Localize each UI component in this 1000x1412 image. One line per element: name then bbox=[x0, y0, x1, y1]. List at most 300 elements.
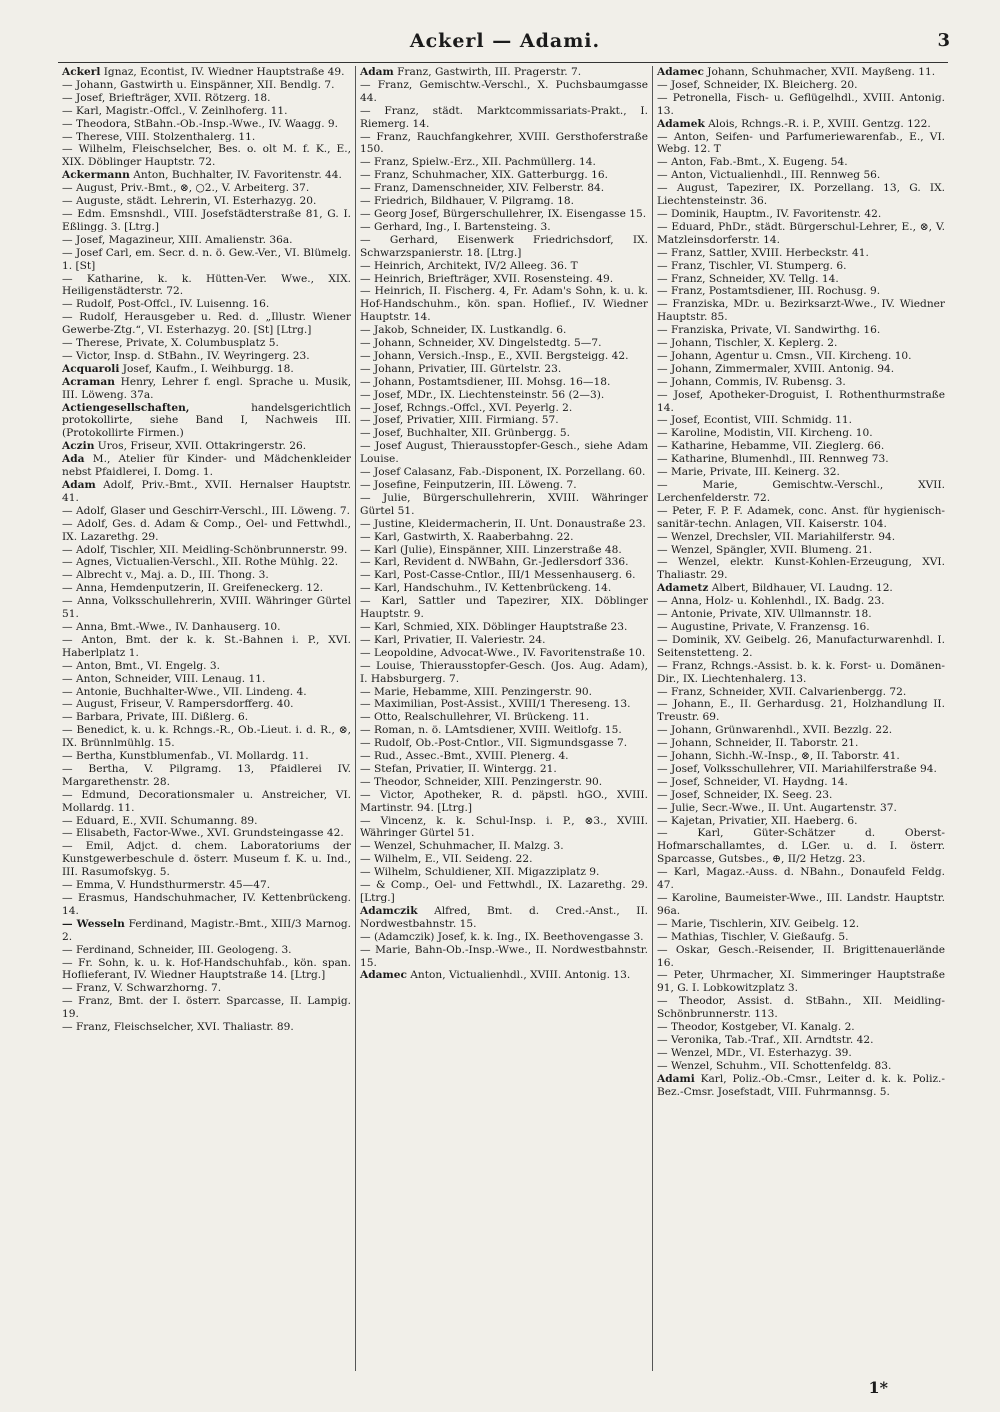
entry-text: — Josef, Rchngs.-Offcl., XVI. Peyerlg. 2. bbox=[360, 401, 573, 414]
entry-headword: Adami bbox=[657, 1072, 695, 1085]
directory-entry bbox=[360, 402, 648, 415]
directory-entry bbox=[360, 518, 648, 531]
entry-text: — Georg Josef, Bürgerschullehrer, IX. Eisengasse 15. bbox=[360, 207, 647, 220]
directory-entry bbox=[62, 363, 351, 376]
entry-text: — Maximilian, Post-Assist., XVIII/1 Thereseng. 13. bbox=[360, 698, 631, 711]
directory-entry bbox=[657, 866, 945, 892]
entry-text: — Kajetan, Privatier, XII. Haeberg. 6. bbox=[657, 814, 858, 827]
directory-entry bbox=[657, 118, 945, 131]
entry-text: — Karl, Handschuhm., IV. Kettenbrückeng. 14. bbox=[360, 582, 612, 595]
directory-entry bbox=[62, 634, 351, 660]
entry-text: — August, Priv.-Bmt., ⊗, ○2., V. Arbeiterg. 37. bbox=[62, 182, 310, 195]
directory-entry bbox=[62, 376, 351, 402]
entry-text: — Johann, Agentur u. Cmsn., VII. Kircheng. 10. bbox=[657, 349, 912, 362]
entry-text: — Edm. Emsnshdl., VIII. Josefstädterstraße 81, G. I. Eßlingg. 3. [Ltrg.] bbox=[62, 207, 351, 233]
entry-headword: Adamec bbox=[657, 66, 704, 78]
directory-entry bbox=[360, 544, 648, 557]
directory-entry bbox=[360, 660, 648, 686]
entry-text: Alfred, Bmt. d. Cred.-Anst., II. Nordwestbahnstr. 15. bbox=[360, 904, 648, 930]
directory-entry bbox=[62, 195, 351, 208]
directory-entry bbox=[360, 234, 648, 260]
directory-entry bbox=[657, 621, 945, 634]
entry-text: — Otto, Realschullehrer, VI. Brückeng. 11. bbox=[360, 711, 590, 724]
directory-entry bbox=[657, 247, 945, 260]
entry-headword: Adamek bbox=[657, 117, 705, 130]
directory-entry bbox=[657, 660, 945, 686]
directory-entry bbox=[657, 363, 945, 376]
entry-text: — Eduard, PhDr., städt. Bürgerschul-Lehrer, E., ⊗, V. Matzleinsdorferstr. 14. bbox=[657, 220, 945, 246]
directory-entry bbox=[657, 389, 945, 415]
entry-text: — Josef August, Thierausstopfer-Gesch., siehe Adam Louise. bbox=[360, 440, 648, 466]
directory-entry bbox=[62, 582, 351, 595]
directory-entry bbox=[657, 221, 945, 247]
directory-entry bbox=[657, 182, 945, 208]
entry-text: — Franz, Gemischtw.-Verschl., X. Puchsbaumgasse 44. bbox=[360, 78, 648, 104]
entry-text: — Josef, Schneider, IX. Bleicherg. 20. bbox=[657, 78, 858, 91]
directory-entry bbox=[360, 634, 648, 647]
directory-entry bbox=[62, 827, 351, 840]
page-number: 3 bbox=[937, 30, 950, 51]
entry-text: — Anton, Victualienhdl., III. Rennweg 56. bbox=[657, 169, 881, 182]
directory-entry bbox=[360, 969, 648, 982]
entry-text: — Karl, Sattler und Tapezirer, XIX. Döblinger Hauptstr. 9. bbox=[360, 595, 648, 621]
entry-text: — Wenzel, MDr., VI. Esterhazyg. 39. bbox=[657, 1046, 852, 1059]
directory-entry bbox=[657, 324, 945, 337]
entry-headword: — Wesseln bbox=[62, 917, 125, 930]
entry-text: — Marie, Hebamme, XIII. Penzingerstr. 90. bbox=[360, 685, 592, 698]
directory-entry bbox=[657, 466, 945, 479]
entry-text: — August, Tapezirer, IX. Porzellang. 13, G. IX. Liechtensteinstr. 36. bbox=[657, 182, 945, 208]
directory-entry bbox=[360, 66, 648, 79]
entry-text: — Rudolf, Ob.-Post-Cntlor., VII. Sigmundsgasse 7. bbox=[360, 737, 628, 750]
directory-entry bbox=[360, 698, 648, 711]
entry-text: — Josefine, Feinputzerin, III. Löweng. 7. bbox=[360, 479, 577, 491]
entry-text: — Franz, städt. Marktcommissariats-Prakt., I. Riemerg. 14. bbox=[360, 104, 648, 130]
entry-headword: Adam bbox=[360, 66, 394, 78]
entry-text: — Johann, Versich.-Insp., E., XVII. Bergsteigg. 42. bbox=[360, 349, 629, 362]
entry-text: — Karl, Post-Casse-Cntlor., III/1 Messenhauserg. 6. bbox=[360, 569, 636, 582]
directory-entry bbox=[360, 582, 648, 595]
directory-entry bbox=[657, 1047, 945, 1060]
directory-entry bbox=[62, 789, 351, 815]
entry-text: — Fr. Sohn, k. u. k. Hof-Handschuhfab., kön. span. Hoflieferant, IV. Wiedner Hauptstraße 14. [Ltrg.] bbox=[62, 956, 351, 982]
directory-entry bbox=[62, 595, 351, 621]
entry-text: — Heinrich, Briefträger, XVII. Rosensteing. 49. bbox=[360, 272, 614, 285]
directory-entry bbox=[360, 131, 648, 157]
directory-entry bbox=[657, 427, 945, 440]
entry-text: — August, Friseur, V. Rampersdorfferg. 40. bbox=[62, 698, 294, 711]
directory-entry bbox=[657, 273, 945, 286]
directory-entry bbox=[657, 815, 945, 828]
entry-text: — Franz, Tischler, VI. Stumperg. 6. bbox=[657, 259, 847, 272]
entry-text: — Wilhelm, Schuldiener, XII. Migazziplatz 9. bbox=[360, 866, 600, 879]
entry-text: — Katharine, k. k. Hütten-Ver. Wwe., XIX. Heiligenstädterstr. 72. bbox=[62, 272, 351, 298]
directory-entry bbox=[62, 131, 351, 144]
entry-headword: Adam bbox=[62, 479, 96, 491]
entry-text: — Karoline, Baumeister-Wwe., III. Landstr. Hauptstr. 96a. bbox=[657, 892, 945, 917]
entry-text: — Wilhelm, Fleischselcher, Bes. o. olt M. f. K., E., XIX. Döblinger Hauptstr. 72. bbox=[62, 143, 351, 169]
directory-entry bbox=[657, 131, 945, 157]
entry-text: — Karl, Revident d. NWBahn, Gr.-Jedlersdorf 336. bbox=[360, 556, 629, 569]
entry-text: — (Adamczik) Josef, k. k. Ing., IX. Beethovengasse 3. bbox=[360, 930, 644, 943]
directory-entry bbox=[657, 698, 945, 724]
directory-entry bbox=[360, 182, 648, 195]
entry-text: — Franz, Rauchfangkehrer, XVIII. Gersthoferstraße 150. bbox=[360, 130, 648, 156]
entry-text: — Theodora, StBahn.-Ob.-Insp.-Wwe., IV. Waagg. 9. bbox=[62, 117, 339, 130]
directory-entry bbox=[657, 260, 945, 273]
entry-text: — Julie, Bürgerschullehrerin, XVIII. Währinger Gürtel 51. bbox=[360, 491, 648, 517]
entry-text: — Heinrich, II. Fischerg. 4, Fr. Adam's Sohn, k. u. k. Hof-Handschuhm., kön. span. Hoflief., IV. Wiedner Hauptstr. 14. bbox=[360, 285, 648, 324]
entry-text: — Victor, Insp. d. StBahn., IV. Weyringerg. 23. bbox=[62, 349, 310, 362]
entry-text: — Franz, Postamtsdiener, III. Rochusg. 9. bbox=[657, 285, 881, 298]
directory-entry bbox=[360, 737, 648, 750]
entry-text: — Johann, Grünwarenhdl., XVII. Bezzlg. 22. bbox=[657, 724, 893, 737]
directory-entry bbox=[62, 1021, 351, 1034]
directory-entry bbox=[360, 285, 648, 324]
entry-text: Adolf, Priv.-Bmt., XVII. Hernalser Hauptstr. 41. bbox=[62, 479, 351, 504]
entry-headword: Ackerl bbox=[62, 66, 101, 78]
directory-entry bbox=[360, 647, 648, 660]
entry-text: — Elisabeth, Factor-Wwe., XVI. Grundsteingasse 42. bbox=[62, 827, 344, 840]
entry-text: handelsgerichtlich protokollirte, siehe Band I, Nachweis III. (Protokollirte Firmen.) bbox=[62, 401, 351, 440]
entry-text: — Katharine, Hebamme, VII. Zieglerg. 66. bbox=[657, 440, 885, 453]
directory-entry bbox=[62, 698, 351, 711]
directory-entry bbox=[657, 440, 945, 453]
directory-entry bbox=[360, 324, 648, 337]
directory-entry bbox=[62, 402, 351, 441]
entry-text: — Dominik, Hauptm., IV. Favoritenstr. 42. bbox=[657, 207, 882, 220]
entry-text: — Karl (Julie), Einspänner, XIII. Linzerstraße 48. bbox=[360, 543, 622, 556]
directory-entry bbox=[657, 634, 945, 660]
directory-entry bbox=[62, 944, 351, 957]
page-header bbox=[60, 30, 950, 54]
entry-text: — Johann, Sichh.-W.-Insp., ⊗, II. Taborstr. 41. bbox=[657, 750, 900, 763]
directory-entry bbox=[62, 711, 351, 724]
entry-text: — Josef, Econtist, VIII. Schmidg. 11. bbox=[657, 414, 853, 427]
entry-text: — Theodor, Kostgeber, VI. Kanalg. 2. bbox=[657, 1021, 855, 1034]
directory-entry bbox=[657, 285, 945, 298]
directory-entry bbox=[62, 518, 351, 544]
entry-text: — Josef, Buchhalter, XII. Grünbergg. 5. bbox=[360, 427, 570, 440]
directory-entry bbox=[360, 273, 648, 286]
entry-text: — Josef, Schneider, IX. Seeg. 23. bbox=[657, 788, 833, 801]
columns bbox=[58, 66, 950, 1371]
directory-entry bbox=[657, 802, 945, 815]
entry-text: — Anton, Fab.-Bmt., X. Eugeng. 54. bbox=[657, 156, 848, 169]
entry-text: — Franz, V. Schwarzhorng. 7. bbox=[62, 982, 222, 995]
directory-entry bbox=[62, 673, 351, 686]
directory-entry bbox=[360, 350, 648, 363]
directory-entry bbox=[360, 853, 648, 866]
entry-text: — Wenzel, Drechsler, VII. Mariahilferstr. 94. bbox=[657, 530, 896, 543]
directory-entry bbox=[657, 208, 945, 221]
entry-text: — Karoline, Modistin, VII. Kircheng. 10. bbox=[657, 427, 873, 440]
entry-text: — Rudolf, Post-Offcl., IV. Luisenng. 16. bbox=[62, 298, 270, 311]
entry-text: — Ferdinand, Schneider, III. Geologeng. 3. bbox=[62, 943, 292, 956]
entry-text: — Anton, Seifen- und Parfumeriewarenfab., E., VI. Webg. 12. T bbox=[657, 130, 945, 156]
entry-text: Albert, Bildhauer, VI. Laudng. 12. bbox=[711, 582, 893, 595]
entry-text: — Josef, Apotheker-Droguist, I. Rothenthurmstraße 14. bbox=[657, 388, 945, 414]
entry-text: — Stefan, Privatier, II. Wintergg. 21. bbox=[360, 762, 557, 775]
directory-entry bbox=[62, 440, 351, 453]
directory-entry bbox=[62, 143, 351, 169]
entry-text: — Edmund, Decorationsmaler u. Anstreicher, VI. Mollardg. 11. bbox=[62, 788, 351, 814]
directory-entry bbox=[657, 724, 945, 737]
directory-entry bbox=[657, 763, 945, 776]
entry-text: — Franz, Schneider, XV. Tellg. 14. bbox=[657, 272, 839, 285]
directory-entry bbox=[657, 595, 945, 608]
directory-entry bbox=[62, 879, 351, 892]
entry-text: — Emma, V. Hundsthurmerstr. 45—47. bbox=[62, 879, 271, 892]
directory-entry bbox=[657, 827, 945, 866]
directory-entry bbox=[360, 840, 648, 853]
entry-text: — Emil, Adjct. d. chem. Laboratoriums der Kunstgewerbeschule d. österr. Museum f. K. u. Ind., III. Rasumofskyg. 5. bbox=[62, 840, 351, 879]
entry-headword: Adamec bbox=[360, 969, 407, 982]
directory-entry bbox=[657, 79, 945, 92]
entry-text: — Augustine, Private, V. Franzensg. 16. bbox=[657, 620, 870, 633]
directory-entry bbox=[62, 892, 351, 918]
directory-entry bbox=[360, 621, 648, 634]
header-rule bbox=[58, 62, 948, 63]
entry-text: — & Comp., Oel- und Fettwhdl., IX. Lazarethg. 29. [Ltrg.] bbox=[360, 879, 648, 904]
directory-entry bbox=[62, 247, 351, 273]
entry-text: — Anna, Hemdenputzerin, II. Greifeneckerg. 12. bbox=[62, 582, 324, 595]
entry-text: Johann, Schuhmacher, XVII. Mayßeng. 11. bbox=[707, 66, 936, 78]
directory-entry bbox=[657, 1073, 945, 1099]
directory-entry bbox=[657, 453, 945, 466]
signature-mark: 1* bbox=[868, 1378, 888, 1397]
entry-text: — Franz, Damenschneider, XIV. Felberstr. 84. bbox=[360, 182, 605, 195]
directory-entry bbox=[62, 995, 351, 1021]
directory-entry bbox=[62, 66, 351, 79]
directory-entry bbox=[62, 479, 351, 505]
directory-entry bbox=[360, 905, 648, 931]
entry-text: — Josef, Magazineur, XIII. Amalienstr. 36a. bbox=[62, 233, 293, 246]
directory-entry bbox=[657, 1060, 945, 1073]
directory-entry bbox=[62, 556, 351, 569]
directory-entry bbox=[657, 1034, 945, 1047]
directory-entry bbox=[360, 724, 648, 737]
directory-entry bbox=[657, 505, 945, 531]
entry-text: — Franz, Spielw.-Erz., XII. Pachmüllerg. 14. bbox=[360, 156, 596, 169]
entry-text: — Karl, Magistr.-Offcl., V. Zeinlhoferg. 11. bbox=[62, 104, 288, 117]
directory-entry bbox=[657, 92, 945, 118]
directory-entry bbox=[62, 169, 351, 182]
directory-entry bbox=[360, 440, 648, 466]
entry-text: — Theodor, Assist. d. StBahn., XII. Meidling-Schönbrunnerstr. 113. bbox=[657, 995, 945, 1021]
entry-text: — Peter, Uhrmacher, XI. Simmeringer Hauptstraße 91, G. I. Lobkowitzplatz 3. bbox=[657, 969, 945, 995]
entry-text: — Adolf, Tischler, XII. Meidling-Schönbrunnerstr. 99. bbox=[62, 543, 348, 556]
entry-headword: Acquaroli bbox=[62, 362, 120, 375]
directory-entry bbox=[657, 1021, 945, 1034]
directory-entry bbox=[360, 376, 648, 389]
directory-entry bbox=[62, 208, 351, 234]
directory-entry bbox=[360, 105, 648, 131]
entry-text: M., Atelier für Kinder- und Mädchenkleider nebst Pfaidlerei, I. Domg. 1. bbox=[62, 453, 351, 479]
directory-entry bbox=[62, 763, 351, 789]
directory-entry bbox=[62, 815, 351, 828]
directory-entry bbox=[657, 350, 945, 363]
directory-entry bbox=[62, 105, 351, 118]
directory-entry bbox=[657, 789, 945, 802]
entry-text: — Julie, Secr.-Wwe., II. Unt. Augartenstr. 37. bbox=[657, 801, 897, 814]
directory-entry bbox=[360, 686, 648, 699]
directory-entry bbox=[62, 92, 351, 105]
entry-text: — Barbara, Private, III. Dißlerg. 6. bbox=[62, 711, 249, 724]
entry-text: — Mathias, Tischler, V. Gießaufg. 5. bbox=[657, 930, 849, 943]
directory-entry bbox=[360, 750, 648, 763]
entry-text: — Antonie, Private, XIV. Ullmannstr. 18. bbox=[657, 608, 872, 621]
directory-entry bbox=[657, 298, 945, 324]
directory-entry bbox=[360, 466, 648, 479]
entry-text: — Adolf, Ges. d. Adam & Comp., Oel- und Fettwhdl., IX. Lazarethg. 29. bbox=[62, 517, 351, 543]
directory-entry bbox=[62, 686, 351, 699]
entry-headword: Ada bbox=[62, 453, 85, 466]
entry-text: — Wilhelm, E., VII. Seideng. 22. bbox=[360, 853, 533, 866]
entry-text: — Johann, Gastwirth u. Einspänner, XII. Bendlg. 7. bbox=[62, 78, 335, 91]
entry-text: — Eduard, E., XVII. Schumanng. 89. bbox=[62, 814, 258, 827]
entry-text: — Peter, F. P. F. Adamek, conc. Anst. für hygienisch-sanitär-techn. Anlagen, VII. Kaiserstr. 104. bbox=[657, 504, 945, 530]
entry-text: — Vincenz, k. k. Schul-Insp. i. P., ⊗3., XVIII. Währinger Gürtel 51. bbox=[360, 814, 648, 840]
column-3 bbox=[652, 66, 949, 1371]
directory-entry bbox=[62, 918, 351, 944]
entry-text: Anton, Victualienhdl., XVIII. Antonig. 13. bbox=[410, 969, 631, 982]
directory-entry bbox=[657, 479, 945, 505]
directory-entry bbox=[657, 995, 945, 1021]
entry-text: — Gerhard, Eisenwerk Friedrichsdorf, IX. Schwarzspanierstr. 18. [Ltrg.] bbox=[360, 233, 648, 259]
entry-text: — Marie, Gemischtw.-Verschl., XVII. Lerchenfelderstr. 72. bbox=[657, 479, 945, 504]
directory-entry bbox=[657, 969, 945, 995]
entry-text: — Rudolf, Herausgeber u. Red. d. „Illustr. Wiener Gewerbe-Ztg.“, VI. Esterhazyg. 20. [St] [Ltrg.] bbox=[62, 311, 351, 337]
directory-entry bbox=[360, 866, 648, 879]
directory-entry bbox=[62, 118, 351, 131]
entry-text: Franz, Gastwirth, III. Pragerstr. 7. bbox=[397, 66, 582, 78]
entry-text: — Roman, n. ö. LAmtsdiener, XVIII. Weitlofg. 15. bbox=[360, 724, 622, 737]
entry-text: — Heinrich, Architekt, IV/2 Alleeg. 36. T bbox=[360, 259, 578, 272]
entry-text: — Marie, Private, III. Keinerg. 32. bbox=[657, 466, 840, 479]
entry-text: — Josef, MDr., IX. Liechtensteinstr. 56 (2—3). bbox=[360, 388, 605, 401]
entry-text: — Johann, Postamtsdiener, III. Mohsg. 16—18. bbox=[360, 375, 611, 388]
entry-text: — Auguste, städt. Lehrerin, VI. Esterhazyg. 20. bbox=[62, 195, 317, 208]
directory-entry bbox=[657, 376, 945, 389]
directory-entry bbox=[62, 840, 351, 879]
directory-entry bbox=[657, 169, 945, 182]
entry-text: — Leopoldine, Advocat-Wwe., IV. Favoritenstraße 10. bbox=[360, 646, 646, 659]
entry-text: — Anton, Bmt., VI. Engelg. 3. bbox=[62, 659, 221, 672]
entry-headword: Adamczik bbox=[360, 904, 418, 917]
directory-entry bbox=[360, 556, 648, 569]
directory-entry bbox=[62, 350, 351, 363]
entry-text: — Franz, Rchngs.-Assist. b. k. k. Forst- u. Domänen-Dir., IX. Liechtenhalerg. 13. bbox=[657, 659, 945, 685]
directory-entry bbox=[360, 479, 648, 492]
entry-text: Josef, Kaufm., I. Weihburgg. 18. bbox=[122, 362, 294, 375]
column-1 bbox=[58, 66, 355, 1371]
directory-entry bbox=[360, 815, 648, 841]
directory-entry bbox=[657, 337, 945, 350]
entry-text: — Louise, Thierausstopfer-Gesch. (Jos. Aug. Adam), I. Habsburgerg. 7. bbox=[360, 659, 648, 685]
entry-text: — Josef, Privatier, XIII. Firmiang. 57. bbox=[360, 414, 559, 427]
entry-text: Henry, Lehrer f. engl. Sprache u. Musik, III. Löweng. 37a. bbox=[62, 375, 351, 401]
entry-text: — Johann, E., II. Gerhardusg. 21, Holzhandlung II. Treustr. 69. bbox=[657, 698, 945, 724]
directory-entry bbox=[657, 750, 945, 763]
directory-entry bbox=[657, 737, 945, 750]
entry-text: — Anna, Holz- u. Kohlenhdl., IX. Badg. 23. bbox=[657, 595, 885, 608]
entry-text: — Therese, Private, X. Columbusplatz 5. bbox=[62, 337, 279, 350]
entry-text: — Friedrich, Bildhauer, V. Pilgramg. 18. bbox=[360, 195, 574, 208]
entry-text: — Johann, Schneider, XV. Dingelstedtg. 5—7. bbox=[360, 337, 602, 350]
entry-text: — Marie, Tischlerin, XIV. Geibelg. 12. bbox=[657, 917, 860, 930]
entry-text: — Wenzel, elektr. Kunst-Kohlen-Erzeugung, XVI. Thaliastr. 29. bbox=[657, 556, 945, 582]
entry-text: Karl, Poliz.-Ob.-Cmsr., Leiter d. k. k. Poliz.-Bez.-Cmsr. Josefstadt, VIII. Fuhrmannsg. 5. bbox=[657, 1072, 945, 1098]
entry-headword: Aczin bbox=[62, 440, 95, 453]
directory-entry bbox=[657, 608, 945, 621]
entry-text: — Oskar, Gesch.-Reisender, II. Brigittenauerlände 16. bbox=[657, 943, 945, 969]
directory-entry bbox=[62, 337, 351, 350]
directory-entry bbox=[657, 686, 945, 699]
directory-entry bbox=[360, 492, 648, 518]
entry-text: Uros, Friseur, XVII. Ottakringerstr. 26. bbox=[97, 440, 307, 453]
directory-entry bbox=[62, 621, 351, 634]
entry-text: Anton, Buchhalter, IV. Favoritenstr. 44. bbox=[133, 169, 342, 182]
directory-entry bbox=[360, 221, 648, 234]
entry-text: — Johann, Privatier, III. Gürtelstr. 23. bbox=[360, 362, 562, 375]
directory-entry bbox=[62, 453, 351, 479]
directory-entry bbox=[657, 414, 945, 427]
entry-text: — Marie, Bahn-Ob.-Insp.-Wwe., II. Nordwestbahnstr. 15. bbox=[360, 943, 648, 969]
entry-text: — Antonie, Buchhalter-Wwe., VII. Lindeng. 4. bbox=[62, 685, 307, 698]
directory-entry bbox=[360, 195, 648, 208]
directory-entry bbox=[62, 724, 351, 750]
entry-text: — Theodor, Schneider, XIII. Penzingerstr. 90. bbox=[360, 775, 603, 788]
directory-entry bbox=[62, 182, 351, 195]
entry-text: — Gerhard, Ing., I. Bartensteing. 3. bbox=[360, 220, 551, 233]
entry-text: — Benedict, k. u. k. Rchngs.-R., Ob.-Lieut. i. d. R., ⊗, IX. Brünnlmühlg. 15. bbox=[62, 724, 351, 750]
entry-text: — Josef Carl, em. Secr. d. n. ö. Gew.-Ver., VI. Blümelg. 1. [St] bbox=[62, 246, 351, 272]
entry-text: — Dominik, XV. Geibelg. 26, Manufacturwarenhdl. I. Seitenstetteng. 2. bbox=[657, 633, 945, 659]
entry-text: — Franz, Sattler, XVIII. Herbeckstr. 41. bbox=[657, 246, 869, 259]
entry-text: — Karl, Schmied, XIX. Döblinger Hauptstraße 23. bbox=[360, 620, 628, 633]
directory-entry bbox=[657, 892, 945, 918]
directory-entry bbox=[62, 544, 351, 557]
entry-text: — Franz, Bmt. der I. österr. Sparcasse, II. Lampig. 19. bbox=[62, 995, 351, 1021]
directory-entry bbox=[360, 414, 648, 427]
entry-text: — Agnes, Victualien-Verschl., XII. Rothe Mühlg. 22. bbox=[62, 556, 339, 569]
entry-text: — Jakob, Schneider, IX. Lustkandlg. 6. bbox=[360, 324, 567, 337]
entry-text: — Franz, Schuhmacher, XIX. Gatterburgg. 16. bbox=[360, 169, 608, 182]
entry-text: — Albrecht v., Maj. a. D., III. Thong. 3. bbox=[62, 569, 269, 582]
directory-entry bbox=[62, 957, 351, 983]
entry-text: — Erasmus, Handschuhmacher, IV. Kettenbrückeng. 14. bbox=[62, 892, 351, 917]
directory-entry bbox=[360, 569, 648, 582]
entry-text: — Rud., Assec.-Bmt., XVIII. Plenerg. 4. bbox=[360, 750, 569, 763]
entry-text: — Karl, Magaz.-Auss. d. NBahn., Donaufeld Feldg. 47. bbox=[657, 866, 945, 892]
entry-text: — Karl, Güter-Schätzer d. Oberst-Hofmarschallamtes, d. LGer. u. d. I. österr. Sparcasse, Gutsbes., ⊕, II/2 Hetzg. 23. bbox=[657, 827, 945, 866]
entry-text: — Anna, Volksschullehrerin, XVIII. Währinger Gürtel 51. bbox=[62, 595, 351, 621]
entry-text: — Anna, Bmt.-Wwe., IV. Danhauserg. 10. bbox=[62, 620, 281, 633]
directory-entry bbox=[360, 169, 648, 182]
entry-text: — Josef Calasanz, Fab.-Disponent, IX. Porzellang. 60. bbox=[360, 466, 646, 479]
entry-text: — Johann, Tischler, X. Keplerg. 2. bbox=[657, 337, 838, 350]
entry-text: — Wenzel, Schuhmacher, II. Malzg. 3. bbox=[360, 840, 564, 853]
directory-entry bbox=[360, 389, 648, 402]
entry-text: — Wenzel, Schuhm., VII. Schottenfeldg. 83. bbox=[657, 1059, 892, 1072]
directory-entry bbox=[62, 234, 351, 247]
header-title: Ackerl — Adami. bbox=[409, 30, 601, 52]
entry-text: — Johann, Schneider, II. Taborstr. 21. bbox=[657, 737, 859, 750]
entry-text: — Petronella, Fisch- u. Geflügelhdl., XVIII. Antonig. 13. bbox=[657, 91, 945, 117]
directory-entry bbox=[657, 544, 945, 557]
directory-entry bbox=[657, 582, 945, 595]
